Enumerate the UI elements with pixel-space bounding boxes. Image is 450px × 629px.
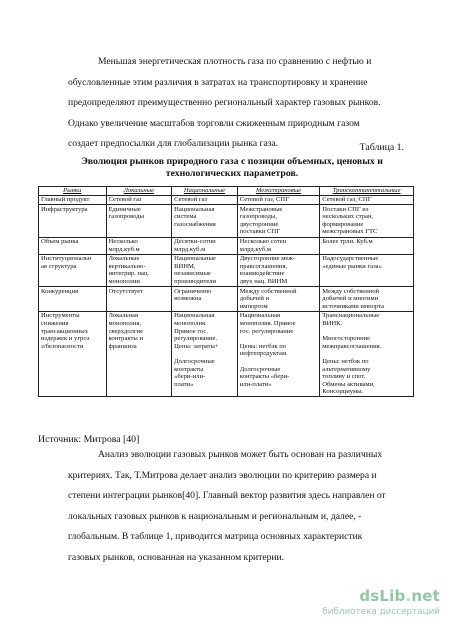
cell-line: взаимодействие <box>239 270 285 278</box>
cell-line: «бери-или- <box>174 373 206 381</box>
table-cell <box>237 287 320 312</box>
cell-line: ВИНК. <box>322 320 343 327</box>
cell-line: источниками импорта <box>322 302 385 310</box>
row-header-cell <box>39 205 107 237</box>
table-cell <box>237 254 320 286</box>
cell-line: Постаки СПГ из <box>322 205 369 213</box>
cell-line: Локальная <box>108 312 138 320</box>
cell-line: трансакционных <box>41 327 88 335</box>
table-label: Таблица 1. <box>359 142 404 153</box>
paragraph-line: степени интеграции рынков[40]. Главный вектор развития здесь направлен от <box>68 490 386 502</box>
cell-line: «единые рынки газа» <box>322 262 382 270</box>
paragraph-line: Анализ эволюции газовых рынков может быть основан на различных <box>98 449 383 460</box>
cell-line: интегрир. нац. <box>108 270 150 278</box>
cell-line: млрд.куб.м <box>108 245 140 253</box>
paragraph-line: газовых рынков, основанная на указанном критерии. <box>68 551 285 563</box>
cell-line: ая структура <box>41 262 77 270</box>
cell-line: монополия, <box>108 320 142 327</box>
table-cell <box>237 237 320 254</box>
cell-line: гос. регулирование <box>239 327 294 335</box>
cell-line: снижения <box>41 320 69 327</box>
cell-line: ВИНМ, <box>174 262 196 270</box>
evolution-table <box>38 186 414 397</box>
cell-line: сверхдолгие <box>108 327 144 335</box>
table-cell <box>172 195 238 205</box>
table-title-line: Эволюция рынков природного газа с позиции объемных, ценовых и <box>81 156 383 167</box>
cell-line: Ограниченно <box>174 287 212 295</box>
cell-line: межправсоглашения. <box>322 342 382 350</box>
row-header-cell <box>39 287 107 312</box>
row-header-cell <box>39 237 107 254</box>
table-cell <box>106 237 172 254</box>
table-header-cell: Национальные <box>172 187 238 196</box>
table-cell <box>106 205 172 237</box>
watermark-logo-tld: net <box>411 587 440 605</box>
cell-line <box>240 358 318 366</box>
cell-line: млрд.куб.м <box>239 245 271 253</box>
paragraph-line: Меньшая энергетическая плотность газа по сравнению с нефтью и <box>98 56 372 67</box>
table-cell <box>237 195 320 205</box>
cell-line: Десятки-сотни <box>174 238 216 246</box>
paragraph-intro <box>68 52 408 155</box>
source-note: Источник: Митрова [40] <box>38 434 140 445</box>
cell-line: контракты «бери- <box>239 373 290 381</box>
cell-line: Обмены активами, <box>322 380 375 388</box>
cell-line: франшиза <box>108 342 137 350</box>
cell-line: нескольких стран, <box>322 213 374 221</box>
cell-line: Сетевой газ <box>108 196 142 204</box>
cell-line <box>322 328 411 336</box>
cell-line: Транснациональные <box>322 312 380 320</box>
paragraph-line: локальных газовых рынков к национальным и региональным и, далее, - <box>68 510 362 522</box>
row-header-cell <box>39 254 107 286</box>
paragraph-line: создает предпосылки для глобализации рынка газа. <box>68 138 279 150</box>
cell-line: контракты и <box>108 335 143 343</box>
cell-line: правсоглашения, <box>239 262 288 270</box>
cell-line: Прямое гос. <box>174 327 208 335</box>
cell-line: Несколько сотен <box>239 238 287 246</box>
watermark-logo <box>359 587 440 605</box>
cell-line: Институциональн <box>41 255 92 263</box>
table-row <box>39 254 414 286</box>
cell-line: добычей и <box>239 295 270 303</box>
table-cell <box>320 254 414 286</box>
table-cell <box>172 237 238 254</box>
watermark <box>320 587 440 621</box>
cell-line <box>174 350 235 358</box>
table-cell <box>320 237 414 254</box>
paragraph-line: предопределяют преимущественно региональный характер газовых рынков. <box>68 97 381 109</box>
cell-line: Надосударственные <box>322 255 379 263</box>
paragraph-line: обусловленные этим различия в затратах на транспортировку и хранение <box>68 76 368 88</box>
table-cell <box>320 205 414 237</box>
cell-line: контракты <box>174 365 204 373</box>
cell-line: Долгосрочные <box>174 357 215 365</box>
cell-line: газопроводы, <box>239 213 277 221</box>
table-row <box>39 205 414 237</box>
cell-line: Долгосрочные <box>239 365 281 373</box>
table-row <box>39 237 414 254</box>
cell-line: Главный продукт <box>41 196 90 204</box>
cell-line: Инфраструктура <box>41 205 88 213</box>
cell-line: производители <box>174 278 217 286</box>
cell-line: система <box>174 213 197 221</box>
table-header-cell: Рынки <box>39 187 107 196</box>
cell-line: Многосторонние <box>322 335 371 343</box>
table-cell <box>320 195 414 205</box>
cell-line: Между собственной <box>322 287 380 295</box>
cell-line: Единичные <box>108 205 141 213</box>
cell-line: газопроводы <box>108 213 145 221</box>
table-header-cell: Межстрановые <box>237 187 320 196</box>
table-cell <box>172 287 238 312</box>
watermark-logo-main: dsLib <box>359 587 406 605</box>
cell-line <box>322 350 411 358</box>
cell-line: Национальные <box>174 255 216 263</box>
cell-line: нефтепродуктам. <box>239 350 288 358</box>
cell-line: Цены: затраты+ <box>174 342 219 350</box>
cell-line: импортом <box>239 302 268 310</box>
cell-line: Конкуренция <box>41 287 79 295</box>
watermark-subtitle: библиотека диссертаций <box>322 607 440 617</box>
table-cell <box>172 205 238 237</box>
cell-line: Национальная <box>239 312 281 320</box>
cell-line: двух нац. ВИНМ <box>239 278 288 286</box>
cell-line: альтернативному <box>322 365 371 373</box>
cell-line: газоснабжения <box>174 220 216 228</box>
table-header-cell: Локальные <box>106 187 172 196</box>
cell-line: Отсутствует <box>108 287 144 295</box>
cell-line: монополии <box>108 278 140 286</box>
cell-line: поставки СПГ <box>239 228 281 236</box>
cell-line: Инструменты <box>41 312 80 320</box>
table-cell <box>237 311 320 397</box>
cell-line: независимые <box>174 270 211 278</box>
row-header-cell <box>39 195 107 205</box>
table-cell <box>106 311 172 397</box>
cell-line: плати» <box>174 380 194 388</box>
cell-line: Сетевой газ <box>174 196 208 204</box>
cell-line: Консорциумы. <box>322 388 364 396</box>
cell-line: э/безопасности <box>41 342 84 350</box>
cell-line: Объем рынка <box>41 238 79 246</box>
cell-line: Национальная <box>174 205 215 213</box>
cell-line: регулирование. <box>174 335 218 343</box>
cell-line: монополия. <box>174 320 207 327</box>
watermark-logo-dot: . <box>405 587 412 605</box>
table-cell <box>320 311 414 397</box>
table-title <box>54 156 410 180</box>
cell-line: добычей и многими <box>322 295 379 303</box>
cell-line: Двусторонние меж- <box>239 255 296 263</box>
cell-line: Сетевой газ, СПГ <box>322 196 372 204</box>
cell-line: топливу и спот. <box>322 373 366 381</box>
cell-line: межстрановых ГТС <box>322 228 378 236</box>
cell-line: млрд.куб.м <box>174 245 206 253</box>
cell-line: Сетевой газ, СПГ <box>239 196 290 204</box>
table-cell <box>237 205 320 237</box>
paragraph-analysis <box>68 445 408 569</box>
cell-line: монополия. Прямое <box>239 320 296 327</box>
table-title-line: технологических параметров. <box>165 168 299 179</box>
table-row <box>39 195 414 205</box>
table-cell <box>172 311 238 397</box>
cell-line: Национальная <box>174 312 215 320</box>
paragraph-line: Однако увеличение масштабов торговли сжиженным природным газом <box>68 117 360 129</box>
paragraph-line: критериях. Так, Т.Митрова делает анализ эволюции по критерию размера и <box>68 469 377 481</box>
table-cell <box>106 287 172 312</box>
cell-line: двусторонние <box>239 220 279 228</box>
paragraph-line: глобальным. В таблице 1, приводится матрица основных характеристик <box>68 531 363 543</box>
cell-line: Цены: нетбэк по <box>239 342 287 350</box>
table-header-row <box>39 187 414 196</box>
cell-line: Локальные <box>108 255 140 263</box>
cell-line: или-плати» <box>239 380 272 388</box>
cell-line <box>240 335 318 343</box>
table-row <box>39 311 414 397</box>
cell-line: возможна <box>174 295 202 303</box>
cell-line: Межстрановые <box>239 205 283 213</box>
table-row <box>39 287 414 312</box>
cell-line: вертикально- <box>108 262 146 270</box>
table-cell <box>106 195 172 205</box>
table-header-cell: Трансконтинентальные <box>320 187 414 196</box>
cell-line: Более трлн. Куб.м <box>322 238 373 246</box>
table-cell <box>106 254 172 286</box>
cell-line: Несколько <box>108 238 138 246</box>
cell-line: издержек и угроз <box>41 335 90 343</box>
table-cell <box>172 254 238 286</box>
table-cell <box>320 287 414 312</box>
row-header-cell <box>39 311 107 397</box>
cell-line: Цены: нетбэк по <box>322 357 369 365</box>
cell-line: Между собственной <box>239 287 297 295</box>
cell-line: формирование <box>322 220 364 228</box>
